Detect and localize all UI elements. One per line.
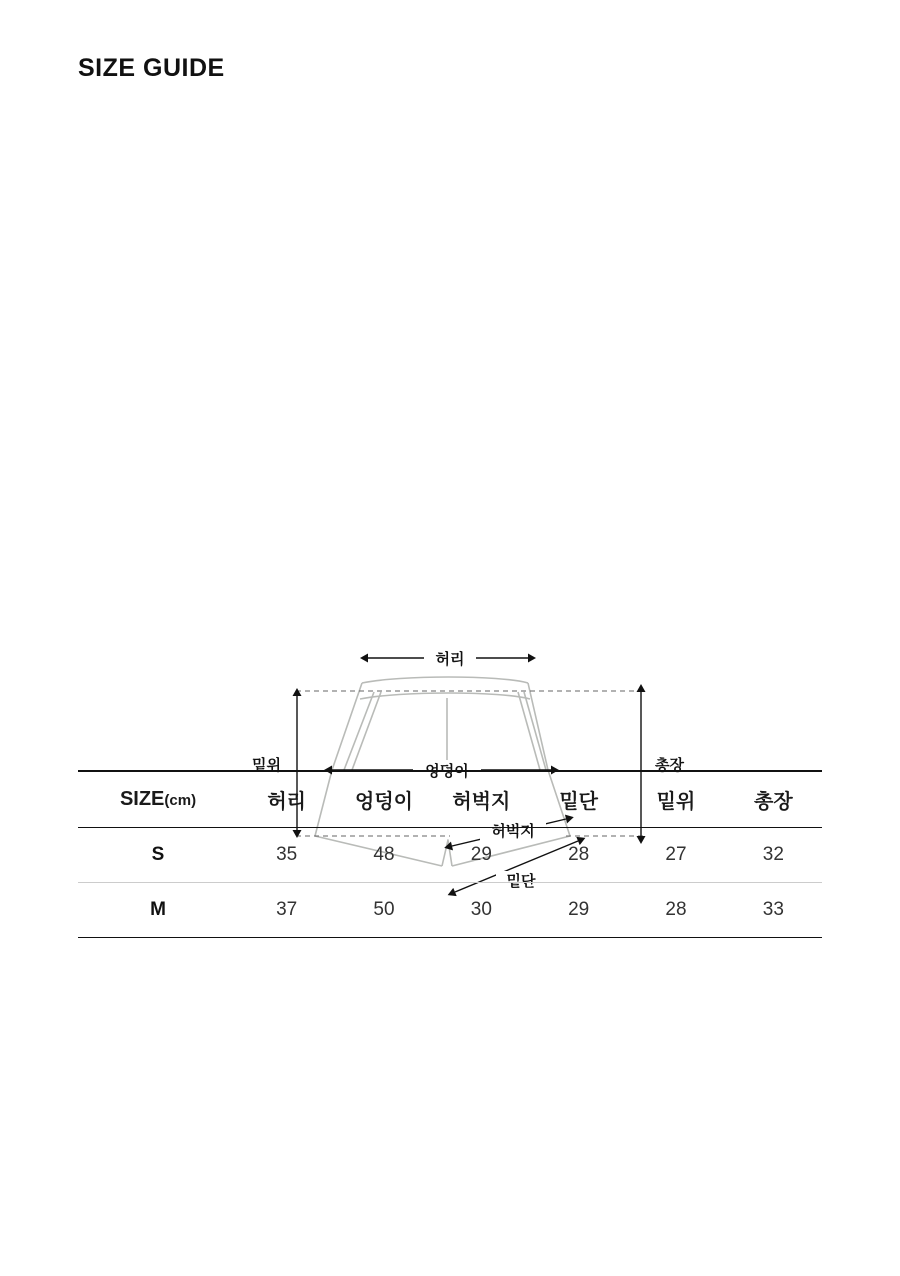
column-header-hem: 밑단 (530, 771, 627, 827)
page-title: SIZE GUIDE (78, 54, 225, 82)
label-hem: 밑단 (506, 873, 536, 890)
column-header-size-text: SIZE (119, 787, 165, 810)
cell-waist: 37 (238, 882, 335, 937)
size-table (78, 770, 822, 938)
cell-hip: 48 (335, 827, 432, 882)
cell-hip: 50 (335, 882, 432, 937)
table-row (78, 882, 822, 937)
cell-thigh: 30 (433, 882, 530, 937)
column-header-total-length: 총장 (725, 771, 822, 827)
label-total-length: 총장 (655, 757, 684, 774)
cell-total-length: 33 (725, 882, 822, 937)
label-waist: 허리 (435, 651, 465, 668)
cell-rise: 28 (627, 882, 724, 937)
column-header-thigh: 허벅지 (433, 771, 530, 827)
column-header-waist: 허리 (238, 771, 335, 827)
label-thigh: 허벅지 (491, 823, 535, 840)
table-row (78, 827, 822, 882)
cell-thigh: 29 (433, 827, 530, 882)
cell-size: M (78, 882, 238, 937)
label-hip: 엉덩이 (425, 763, 469, 780)
column-header-rise: 밑위 (627, 771, 724, 827)
cell-size: S (78, 827, 238, 882)
cell-waist: 35 (238, 827, 335, 882)
table-header-row (78, 771, 822, 827)
column-header-size (78, 771, 238, 827)
dimension-waist (368, 648, 528, 668)
cell-hem: 29 (530, 882, 627, 937)
cell-hem: 28 (530, 827, 627, 882)
column-header-hip: 엉덩이 (335, 771, 432, 827)
size-table-container (78, 770, 822, 938)
cell-total-length: 32 (725, 827, 822, 882)
cell-rise: 27 (627, 827, 724, 882)
column-header-unit: (cm) (164, 791, 197, 809)
label-rise: 밑위 (252, 757, 281, 774)
